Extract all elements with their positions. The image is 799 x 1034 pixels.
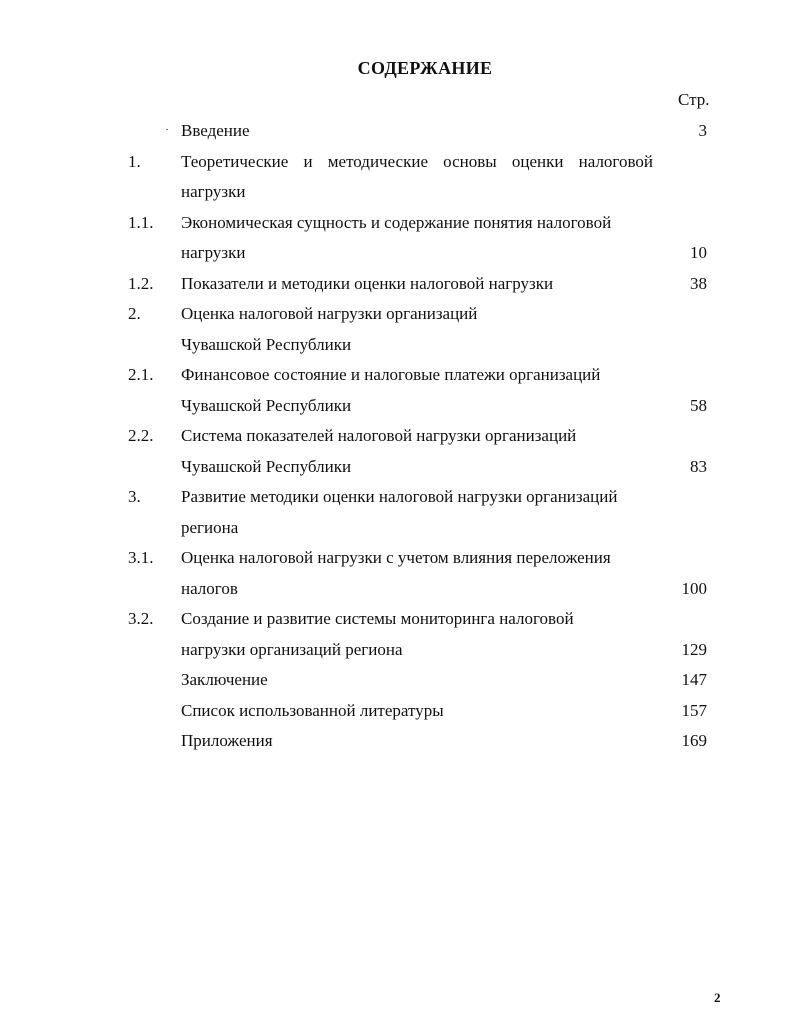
toc-line [0, 452, 799, 483]
toc-page-number: 83 [690, 456, 707, 476]
toc-entry-title: нагрузки [181, 182, 246, 201]
toc-entry-title: Создание и развитие системы мониторинга налоговой [181, 609, 574, 628]
toc-entry-number: 3.1. [128, 548, 154, 567]
toc-entry-number: 3.2. [128, 609, 154, 628]
page-title: СОДЕРЖАНИЕ [357, 58, 493, 78]
toc-line [0, 513, 799, 544]
toc-entry-number: 1. [128, 151, 141, 171]
toc-line [0, 726, 799, 757]
toc-page-number: 3 [698, 121, 707, 140]
toc-entry-title: Чувашской Республики [181, 334, 352, 354]
toc-line [0, 604, 799, 635]
toc-entry-title: Экономическая сущность и содержание понятия налоговой [181, 212, 612, 232]
table-of-contents [0, 116, 799, 757]
toc-entry-number: 1.1. [128, 212, 154, 232]
toc-entry-title: Финансовое состояние и налоговые платежи организаций [181, 365, 601, 384]
toc-line [0, 665, 799, 696]
toc-line [0, 635, 799, 666]
toc-entry-title: нагрузки организаций региона [181, 639, 403, 659]
toc-entry-title: Чувашской Республики [181, 395, 352, 415]
toc-line [0, 116, 799, 147]
toc-line [0, 177, 799, 208]
toc-entry-title: Развитие методики оценки налоговой нагрузки организаций [181, 487, 618, 506]
toc-line [0, 330, 799, 361]
toc-entry-title: Оценка налоговой нагрузки организаций [181, 304, 478, 323]
toc-entry-title: Система показателей налоговой нагрузки организаций [181, 426, 577, 445]
toc-page-number: 10 [690, 243, 707, 262]
toc-entry-title: Список использованной литературы [181, 700, 444, 720]
toc-page-number: 147 [681, 670, 707, 689]
toc-entry-title: Заключение [181, 670, 268, 689]
toc-entry-title: региона [181, 517, 239, 537]
toc-page-number: 157 [681, 700, 707, 720]
toc-entry-title: Оценка налоговой нагрузки с учетом влияния переложения [181, 548, 611, 567]
toc-line [0, 238, 799, 269]
toc-page-number: 129 [681, 639, 707, 659]
toc-entry-number: 2.2. [128, 426, 154, 445]
toc-entry-title: Теоретические и методические основы оценки налоговой [181, 151, 653, 171]
page-column-header: Стр. [678, 90, 710, 109]
toc-entry-title: нагрузки [181, 243, 246, 262]
toc-line [0, 391, 799, 422]
toc-line [0, 269, 799, 300]
toc-line [0, 421, 799, 452]
toc-line [0, 147, 799, 178]
toc-entry-number: 3. [128, 487, 141, 506]
toc-page-number: 38 [690, 273, 707, 293]
toc-page-number: 58 [690, 395, 707, 415]
toc-line [0, 574, 799, 605]
toc-entry-number: 2. [128, 304, 141, 323]
toc-line [0, 543, 799, 574]
toc-page-number: 100 [681, 578, 707, 598]
toc-line [0, 360, 799, 391]
toc-line [0, 299, 799, 330]
toc-line [0, 482, 799, 513]
toc-line [0, 208, 799, 239]
toc-entry-title: Чувашской Республики [181, 456, 352, 476]
toc-entry-title: Приложения [181, 731, 273, 750]
toc-entry-title: Показатели и методики оценки налоговой нагрузки [181, 273, 554, 293]
toc-entry-title: налогов [181, 578, 238, 598]
toc-entry-title: Введение [181, 121, 250, 140]
footer-page-number: 2 [714, 990, 721, 1005]
toc-entry-number: 1.2. [128, 273, 154, 293]
toc-line [0, 696, 799, 727]
toc-page-number: 169 [681, 731, 707, 750]
toc-entry-number: 2.1. [128, 365, 154, 384]
